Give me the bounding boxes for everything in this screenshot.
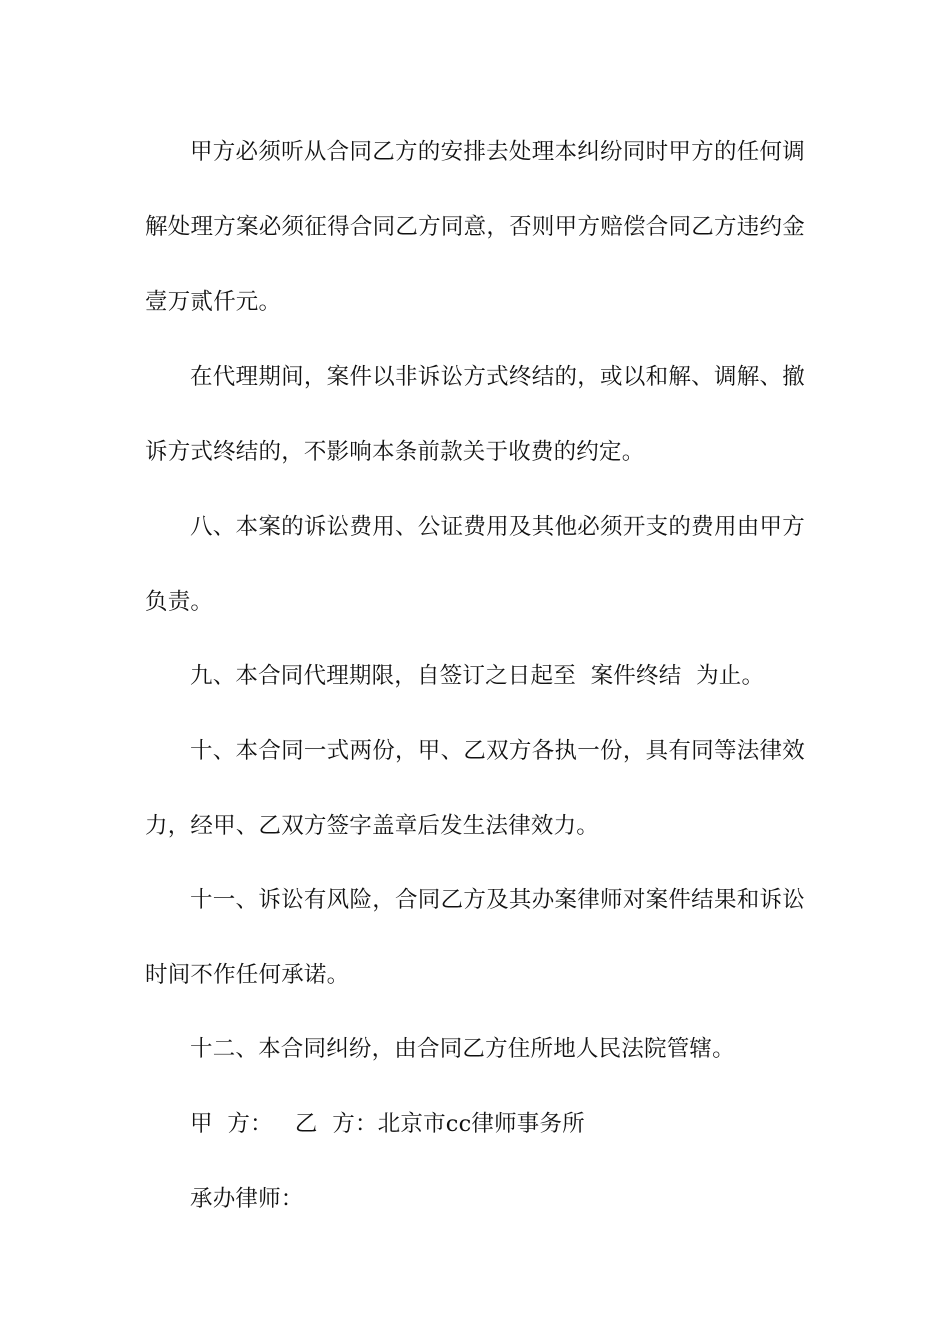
clause-12: 十二、本合同纠纷，由合同乙方住所地人民法院管辖。 [190, 1036, 735, 1062]
paragraph-2-line-2: 诉方式终结的，不影响本条前款关于收费的约定。 [145, 439, 645, 465]
paragraph-1-line-1: 甲方必须听从合同乙方的安排去处理本纠纷同时甲方的任何调 [190, 139, 805, 165]
paragraph-1-line-3: 壹万贰仟元。 [145, 289, 282, 315]
clause-11-line-1: 十一、诉讼有风险，合同乙方及其办案律师对案件结果和诉讼 [190, 887, 805, 913]
clause-9: 九、本合同代理期限，自签订之日起至 案件终结 为止。 [190, 663, 765, 689]
clause-11-line-2: 时间不作任何承诺。 [145, 962, 350, 988]
clause-10-line-2: 力，经甲、乙双方签字盖章后发生法律效力。 [145, 813, 600, 839]
signature-parties: 甲 方： 乙 方：北京市cc律师事务所 [190, 1111, 585, 1137]
clause-8-line-1: 八、本案的诉讼费用、公证费用及其他必须开支的费用由甲方 [190, 514, 805, 540]
paragraph-2-line-1: 在代理期间，案件以非诉讼方式终结的，或以和解、调解、撤 [190, 364, 805, 390]
clause-10-line-1: 十、本合同一式两份，甲、乙双方各执一份，具有同等法律效 [190, 738, 805, 764]
paragraph-1-line-2: 解处理方案必须征得合同乙方同意，否则甲方赔偿合同乙方违约金 [145, 214, 805, 240]
clause-8-line-2: 负责。 [145, 589, 214, 615]
handling-lawyer-label: 承办律师： [190, 1186, 304, 1212]
